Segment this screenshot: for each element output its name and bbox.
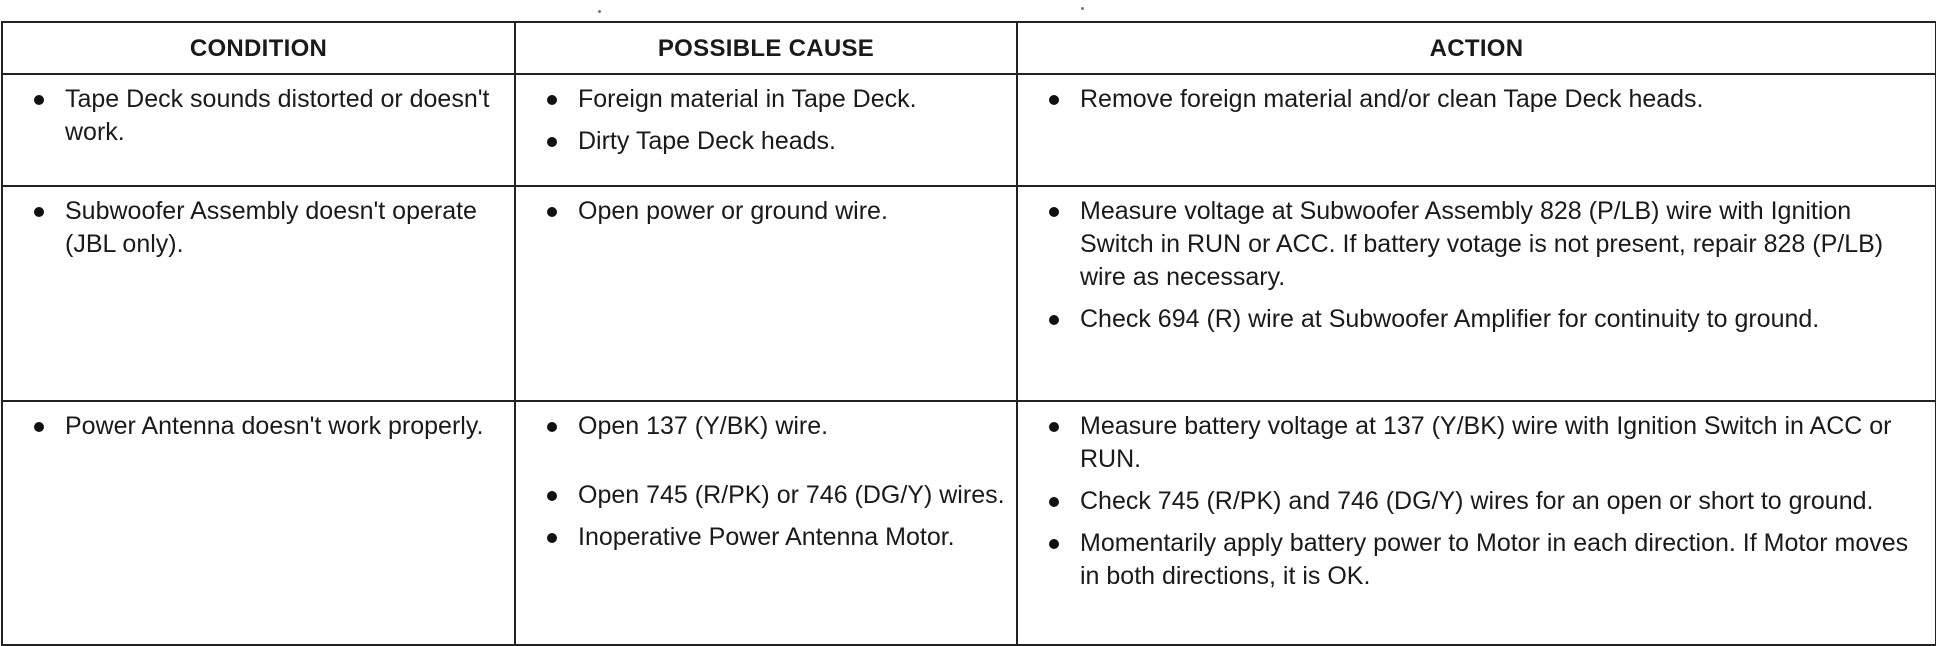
table-row: [2, 186, 1936, 401]
header-action: ACTION: [1017, 22, 1936, 74]
action-cell: [1017, 74, 1936, 186]
condition-item: Tape Deck sounds distorted or doesn't work.: [13, 83, 504, 149]
diagnosis-table: [1, 21, 1936, 646]
table-row: [2, 401, 1936, 645]
scan-speck: [1081, 7, 1084, 10]
bullet-icon: [547, 137, 557, 147]
action-cell: [1017, 401, 1936, 645]
bullet-icon: [34, 207, 44, 217]
header-condition: CONDITION: [2, 22, 515, 74]
bullet-icon: [547, 533, 557, 543]
header-possible-cause: POSSIBLE CAUSE: [515, 22, 1017, 74]
condition-item: Subwoofer Assembly doesn't operate (JBL only).: [13, 195, 504, 261]
bullet-icon: [547, 422, 557, 432]
bullet-icon: [1049, 207, 1059, 217]
bullet-icon: [34, 422, 44, 432]
action-item: Check 745 (R/PK) and 746 (DG/Y) wires for an open or short to ground.: [1028, 485, 1925, 518]
bullet-icon: [1049, 497, 1059, 507]
cause-cell: [515, 186, 1017, 401]
bullet-icon: [547, 207, 557, 217]
action-cell: [1017, 186, 1936, 401]
scan-speck: [598, 10, 601, 13]
action-item: Measure battery voltage at 137 (Y/BK) wire with Ignition Switch in ACC or RUN.: [1028, 410, 1925, 476]
action-item: Momentarily apply battery power to Motor in each direction. If Motor moves in both directions, it is OK.: [1028, 527, 1925, 593]
cause-cell: [515, 74, 1017, 186]
cause-item: Foreign material in Tape Deck.: [526, 83, 1006, 116]
condition-item: Power Antenna doesn't work properly.: [13, 410, 504, 443]
bullet-icon: [547, 491, 557, 501]
action-item: Check 694 (R) wire at Subwoofer Amplifier for continuity to ground.: [1028, 303, 1925, 336]
table-row: [2, 74, 1936, 186]
condition-cell: [2, 74, 515, 186]
table-header-row: [2, 22, 1936, 74]
action-item: Measure voltage at Subwoofer Assembly 828 (P/LB) wire with Ignition Switch in RUN or ACC. If battery votage is not present, repair 828 (P/LB) wire as necessary.: [1028, 195, 1925, 294]
cause-item: Open power or ground wire.: [526, 195, 1006, 228]
bullet-icon: [547, 95, 557, 105]
bullet-icon: [1049, 539, 1059, 549]
bullet-icon: [1049, 95, 1059, 105]
cause-item: Dirty Tape Deck heads.: [526, 125, 1006, 158]
cause-item: Open 745 (R/PK) or 746 (DG/Y) wires.: [526, 479, 1006, 512]
action-item: Remove foreign material and/or clean Tape Deck heads.: [1028, 83, 1925, 116]
bullet-icon: [1049, 422, 1059, 432]
cause-cell: [515, 401, 1017, 645]
condition-cell: [2, 401, 515, 645]
bullet-icon: [34, 95, 44, 105]
cause-item: Inoperative Power Antenna Motor.: [526, 521, 1006, 554]
bullet-icon: [1049, 315, 1059, 325]
cause-item: Open 137 (Y/BK) wire.: [526, 410, 1006, 443]
condition-cell: [2, 186, 515, 401]
